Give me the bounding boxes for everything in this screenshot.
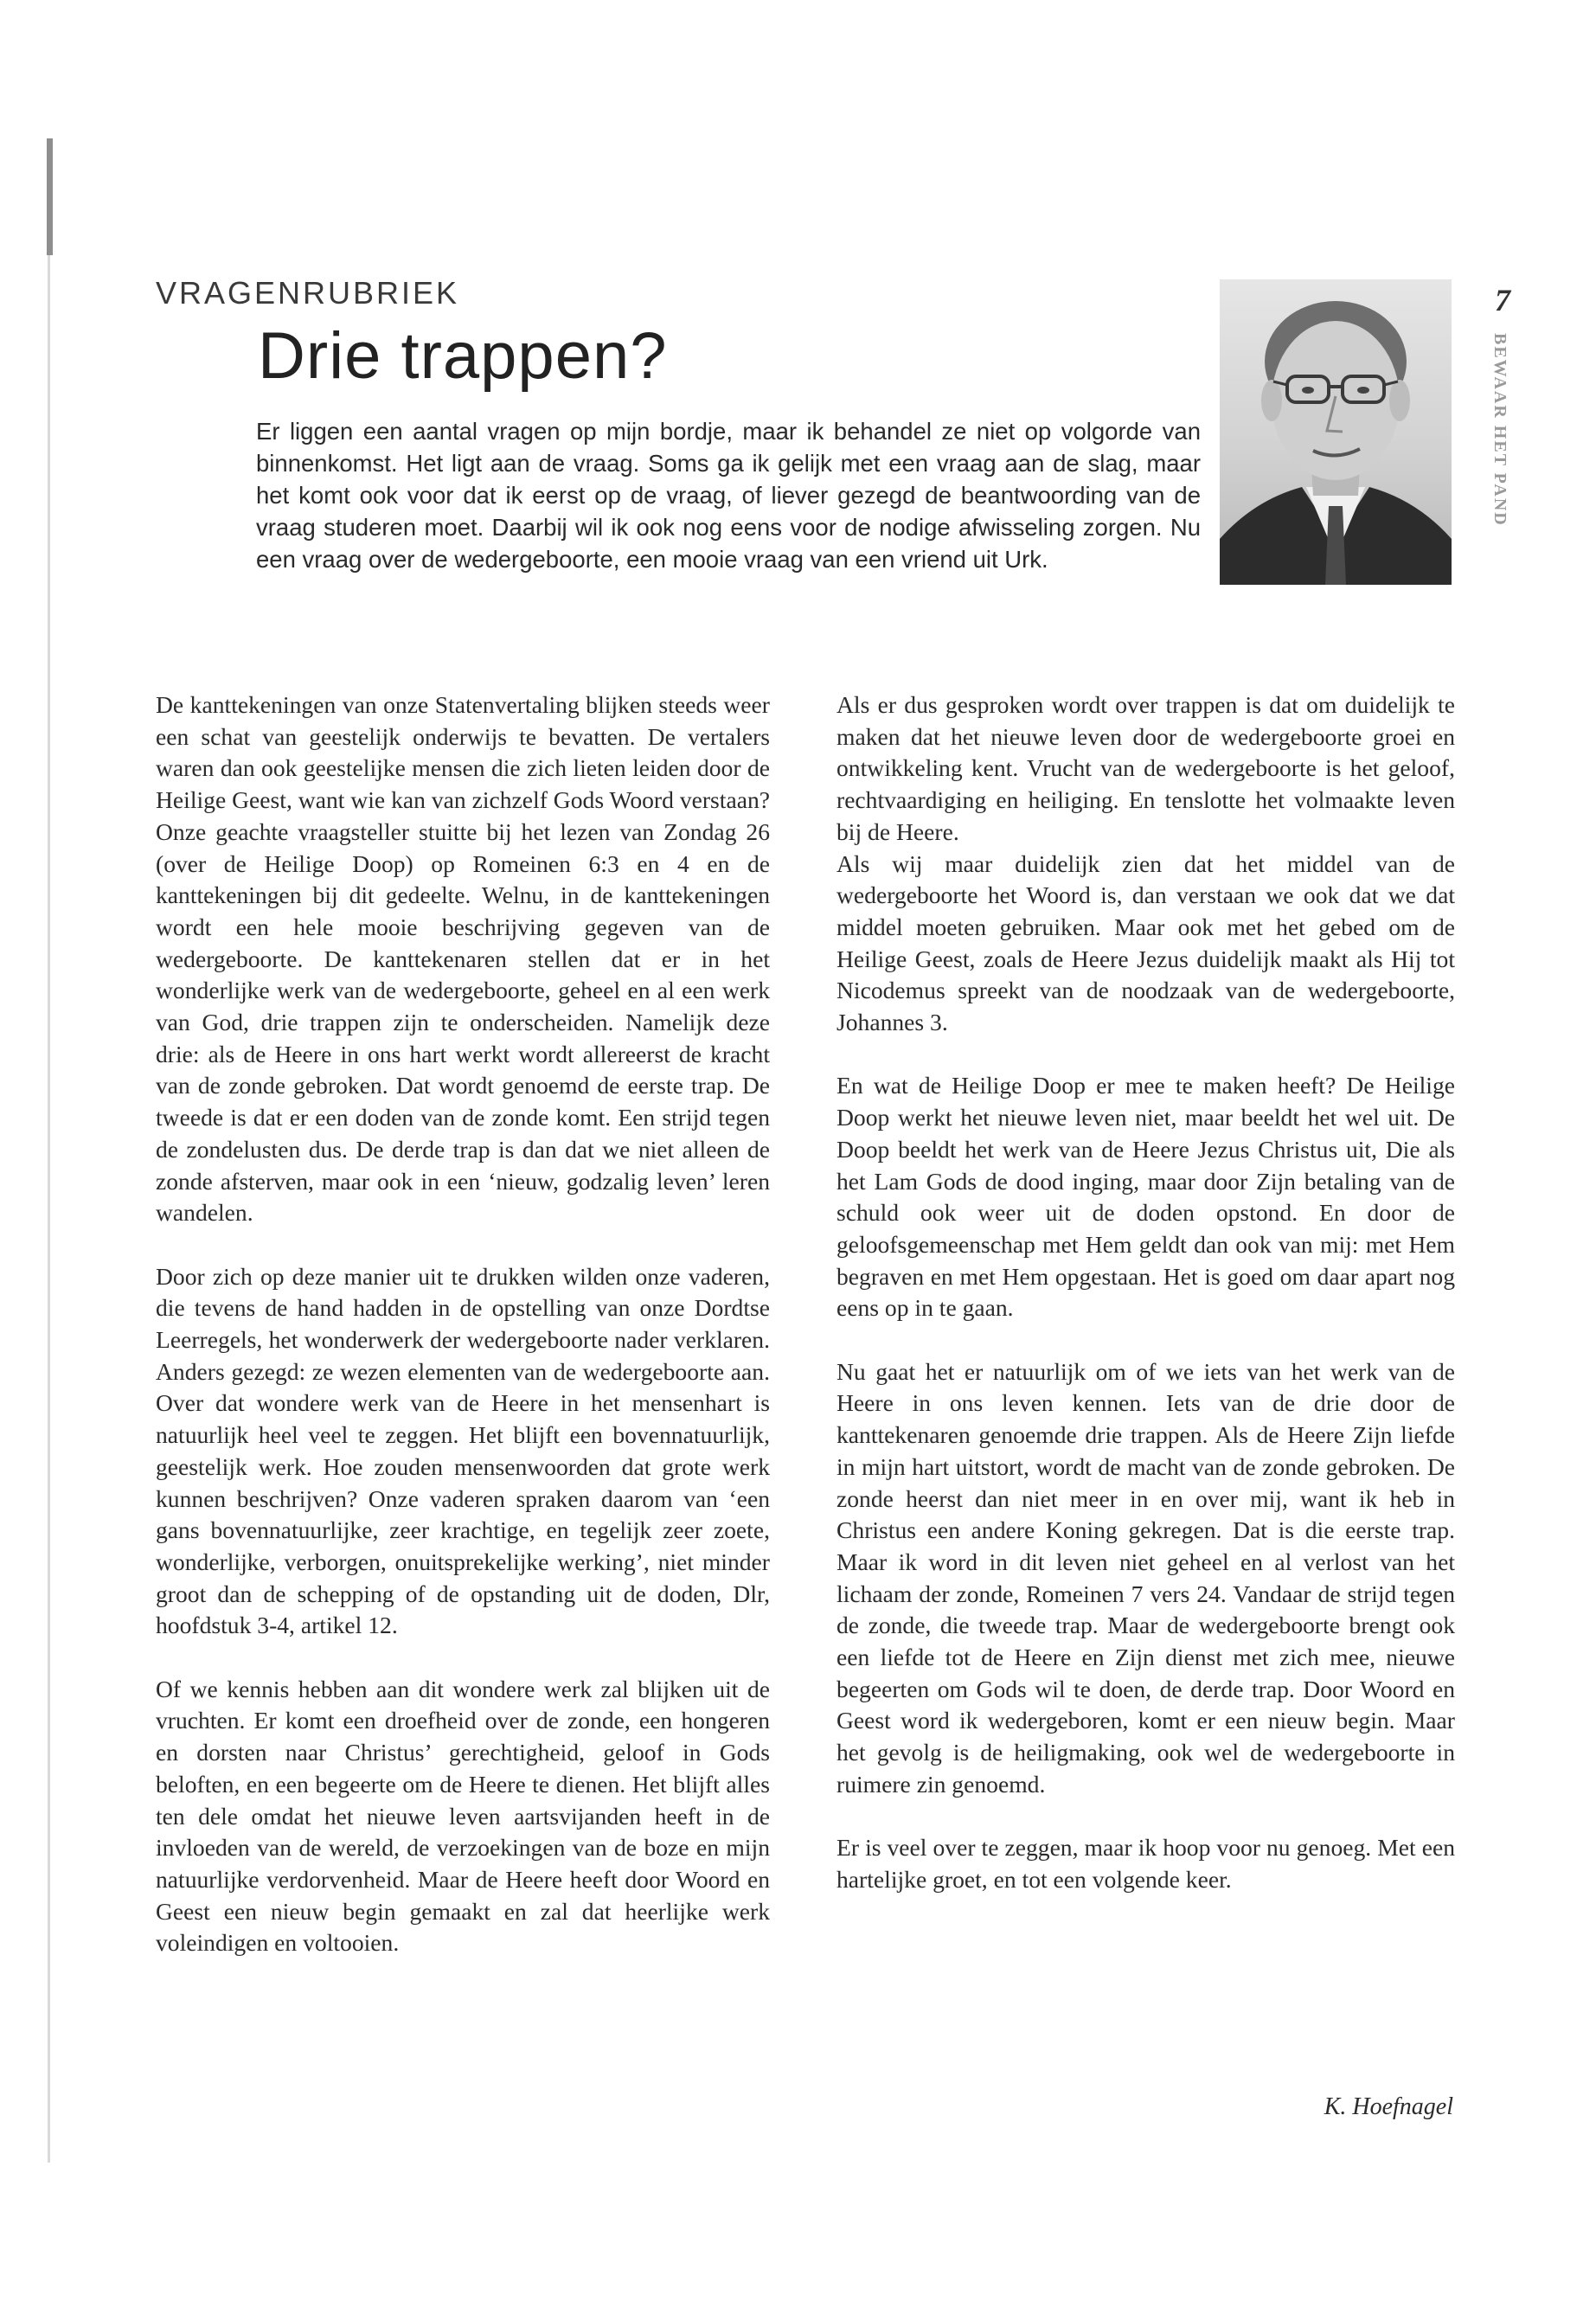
- body-paragraph: Als wij maar duidelijk zien dat het middel van de wedergeboorte het Woord is, dan verstaan we ook dat we dat middel moeten gebruiken. Maar ook met het gebed om de Heilige Geest, zoals de Heere Jezus duidelijk maakt als Hij tot Nicodemus spreekt van de noodzaak van de wedergeboorte, Johannes 3.: [836, 849, 1455, 1036]
- margin-bar: [47, 138, 53, 255]
- article-intro: Er liggen een aantal vragen op mijn bordje, maar ik behandel ze niet op volgorde van binnenkomst. Het ligt aan de vraag. Soms ga ik gelijk met een vraag aan de slag, maar het komt ook voor dat ik eerst op de vraag, of liever gezegd de beantwoording van de vraag studeren moet. Daarbij wil ik ook nog eens voor de nodige afwisseling zorgen. Nu een vraag over de wedergeboorte, een mooie vraag van een vriend uit Urk.: [256, 418, 1201, 573]
- body-paragraph: Door zich op deze manier uit te drukken wilden onze vaderen, die tevens de hand hadden in de opstelling van onze Dordtse Leerregels, het wonderwerk der wedergeboorte nader verklaren. Anders gezegd: ze wezen elementen van de wedergeboorte aan. Over dat wondere werk van de Heere in het mensenhart is natuurlijk heel veel te zeggen. Het blijft een bovennatuurlijk, geestelijk werk. Hoe zouden mensenwoorden dat grote werk kunnen beschrijven? Onze vaderen spraken daarom van ‘een gans bovennatuurlijke, zeer krachtige, en tegelijk zeer zoete, wonderlijke, verborgen, onuitsprekelijke werking’, niet minder groot dan de schepping of de opstanding uit de doden, Dlr, hoofdstuk 3-4, artikel 12.: [156, 1262, 770, 1639]
- body-paragraph: Of we kennis hebben aan dit wondere werk zal blijken uit de vruchten. Er komt een droefheid over de zonde, een hongeren en dorsten naar Christus’ gerechtigheid, geloof in Gods beloften, en een begeerte om de Heere te dienen. Het blijft alles ten dele omdat het nieuwe leven aartsvijanden heeft in de invloeden van de wereld, de verzoekingen van de boze en mijn natuurlijke verdorvenheid. Maar de Heere heeft door Woord en Geest een nieuw begin gemaakt en zal dat heerlijke werk voleindigen en voltooien.: [156, 1675, 770, 1957]
- article-title: Drie trappen?: [258, 319, 668, 393]
- right-column: [836, 689, 1455, 1927]
- body-paragraph: Als er dus gesproken wordt over trappen is dat om duidelijk te maken dat het nieuwe leven door de wedergeboorte groei en ontwikkeling kent. Vrucht van de wedergeboorte is het geloof, rechtvaardiging en heiliging. En tenslotte het volmaakte leven bij de Heere.: [836, 691, 1455, 845]
- section-rubric: VRAGENRUBRIEK: [156, 275, 460, 311]
- author-photo: [1220, 279, 1452, 585]
- page-number: 7: [1495, 283, 1510, 317]
- body-paragraph: De kanttekeningen van onze Statenvertaling blijken steeds weer een schat van geestelijk onderwijs te bevatten. De vertalers waren dan ook geestelijke mensen die zich lieten leiden door de Heilige Geest, want wie kan van zichzelf Gods Woord verstaan? Onze geachte vraagsteller stuitte bij het lezen van Zondag 26 (over de Heilige Doop) op Romeinen 6:3 en 4 en de kanttekeningen bij dit gedeelte. Welnu, in de kanttekeningen wordt een hele mooie beschrijving gegeven van de wedergeboorte. De kanttekenaren stellen dat er in het wonderlijke werk van de wedergeboorte, geheel en al een werk van God, drie trappen zijn te onderscheiden. Namelijk deze drie: als de Heere in ons hart werkt wordt allereerst de kracht van de zonde gebroken. Dat wordt genoemd de eerste trap. De tweede is dat er een doden van de zonde komt. Een strijd tegen de zondelusten dus. De derde trap is dan dat we niet alleen de zonde afsterven, maar ook in een ‘nieuw, godzalig leven’ leren wandelen.: [156, 691, 770, 1227]
- author-signature: K. Hoefnagel: [1324, 2093, 1453, 2120]
- running-head: BEWAAR HET PAND: [1490, 333, 1509, 527]
- left-column: [156, 689, 770, 1991]
- body-paragraph: Nu gaat het er natuurlijk om of we iets van het werk van de Heere in ons leven kennen. Iets van de drie door de kanttekenaren genoemde drie trappen. Als de Heere Zijn liefde in mijn hart uitstort, wordt de macht van de zonde gebroken. De zonde heerst dan niet meer in en over mij, want ik heb in Christus een andere Koning gekregen. Dat is die eerste trap. Maar ik word in dit leven niet geheel en al verlost van het lichaam der zonde, Romeinen 7 vers 24. Vandaar de strijd tegen de zonde, die tweede trap. Maar de wedergeboorte brengt ook een liefde tot de Heere en Zijn dienst met zich mee, nieuwe begeerten om Gods wil te doen, de derde trap. Door Woord en Geest word ik wedergeboren, komt er een nieuw begin. Maar het gevolg is de heiligmaking, ook wel de wedergeboorte in ruimere zin genoemd.: [836, 1357, 1455, 1798]
- body-paragraph: En wat de Heilige Doop er mee te maken heeft? De Heilige Doop werkt het nieuwe leven niet, maar beeldt het wel uit. De Doop beeldt het werk van de Heere Jezus Christus uit, Die als het Lam Gods de dood inging, maar door Zijn betaling van de schuld ook weer uit de doden opstond. En door de geloofsgemeenschap met Hem geldt dan ook van mij: met Hem begraven en met Hem opgestaan. Het is goed om daar apart nog eens op in te gaan.: [836, 1072, 1455, 1322]
- margin-rule: [48, 255, 50, 2163]
- body-paragraph: Er is veel over te zeggen, maar ik hoop voor nu genoeg. Met een hartelijke groet, en tot een volgende keer.: [836, 1834, 1455, 1893]
